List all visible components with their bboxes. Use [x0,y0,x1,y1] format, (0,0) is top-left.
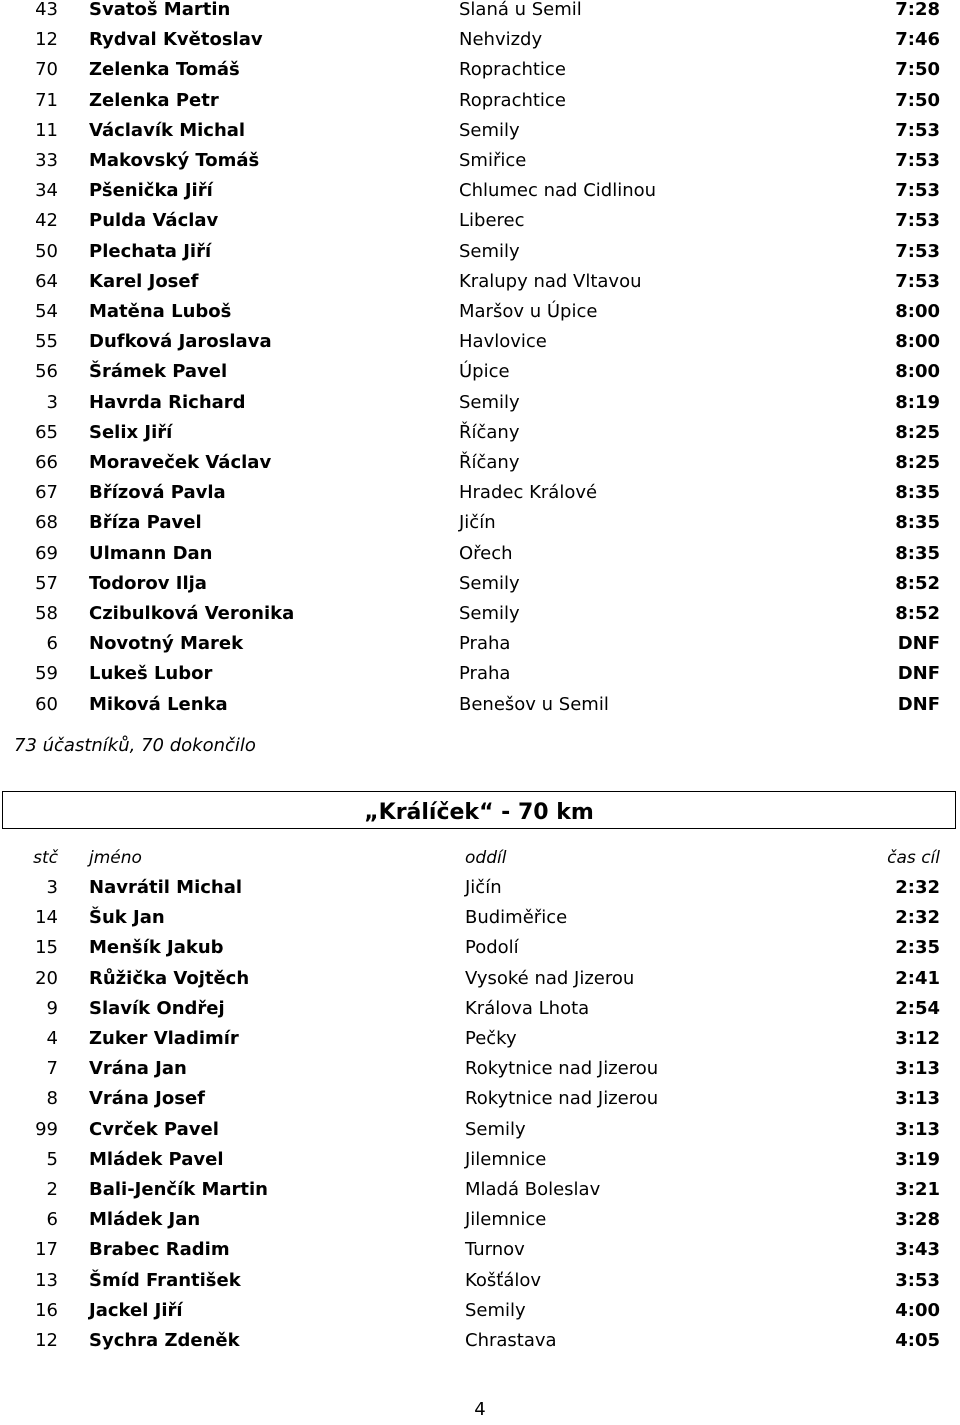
competitor-name: Mládek Pavel [89,1148,224,1170]
club-name: Říčany [459,452,520,473]
club-name: Kralupy nad Vltavou [459,270,642,292]
competitor-name: Novotný Marek [89,633,244,655]
club-name: Smiřice [459,150,527,171]
competitor-name: Jackel Jiří [89,1299,183,1321]
table-row [0,25,960,55]
table-row [0,994,960,1024]
competitor-name: Havrda Richard [89,391,246,413]
club-name: Maršov u Úpice [459,301,598,322]
table-header [0,843,960,873]
header-club: oddíl [465,848,507,868]
header-start-number: stč [33,848,58,868]
competitor-name: Bříza Pavel [89,512,202,534]
table-row [0,55,960,85]
competitor-name: Plechata Jiří [89,240,212,262]
competitor-name: Vrána Josef [89,1088,205,1110]
finish-time: 8:52 [895,572,940,594]
table-row [0,964,960,994]
start-number: 43 [35,0,58,20]
club-name: Jilemnice [465,1209,547,1231]
club-name: Mladá Boleslav [465,1179,601,1200]
start-number: 59 [35,663,58,685]
start-number: 13 [35,1269,58,1291]
start-number: 70 [35,59,58,81]
start-number: 12 [35,1330,58,1351]
table-row [0,659,960,689]
table-row [0,146,960,176]
table-row [0,327,960,357]
start-number: 54 [35,301,58,322]
competitor-name: Ulmann Dan [89,542,213,564]
finish-time: 3:28 [895,1209,940,1231]
competitor-name: Mládek Jan [89,1209,201,1231]
competitor-name: Selix Jiří [89,421,173,443]
start-number: 34 [35,180,58,202]
finish-time: 3:13 [895,1118,940,1140]
club-name: Podolí [465,937,519,959]
table-row [0,1235,960,1265]
table-row [0,1205,960,1235]
competitor-name: Šuk Jan [89,907,165,929]
competitor-name: Cvrček Pavel [89,1118,219,1140]
finish-time: 3:12 [895,1028,940,1049]
competitor-name: Zelenka Tomáš [89,59,240,81]
table-row [0,690,960,720]
start-number: 71 [35,89,58,111]
competitor-name: Václavík Michal [89,119,246,141]
competitor-name: Bali-Jenčík Martin [89,1179,268,1200]
competitor-name: Pšenička Jiří [89,180,213,202]
finish-time: 7:53 [895,180,940,202]
club-name: Turnov [465,1239,525,1261]
table-row [0,116,960,146]
club-name: Roprachtice [459,59,566,81]
finish-time: 8:35 [895,482,940,504]
finish-time: 2:41 [895,967,940,989]
start-number: 55 [35,331,58,353]
competitor-name: Lukeš Lubor [89,663,213,685]
start-number: 60 [35,693,58,715]
finish-time: 3:43 [895,1239,940,1261]
finish-time: 2:54 [895,997,940,1019]
club-name: Rokytnice nad Jizerou [465,1088,659,1110]
table-row [0,388,960,418]
competitor-name: Czibulková Veronika [89,603,295,624]
start-number: 5 [46,1148,58,1170]
table-row [0,297,960,327]
finish-time: DNF [897,693,940,715]
start-number: 56 [35,361,58,383]
competitor-name: Zuker Vladimír [89,1028,239,1049]
competitor-name: Šmíd František [89,1269,241,1291]
start-number: 65 [35,421,58,443]
competitor-name: Todorov Ilja [89,572,207,594]
club-name: Praha [459,633,511,655]
competitor-name: Menšík Jakub [89,937,224,959]
start-number: 16 [35,1299,58,1321]
table-row [0,629,960,659]
table-row [0,1054,960,1084]
club-name: Roprachtice [459,89,566,111]
finish-time: 3:13 [895,1088,940,1110]
competitor-name: Dufková Jaroslava [89,331,272,353]
table-row [0,1266,960,1296]
finish-time: 7:53 [895,270,940,292]
club-name: Semily [459,572,520,594]
participants-summary: 73 účastníků, 70 dokončilo [14,735,256,756]
club-name: Semily [465,1299,526,1321]
table-row [0,873,960,903]
competitor-name: Vrána Jan [89,1058,187,1080]
start-number: 42 [35,210,58,232]
competitor-name: Slavík Ondřej [89,997,225,1019]
start-number: 99 [35,1118,58,1140]
club-name: Říčany [459,421,520,443]
start-number: 8 [46,1088,58,1110]
table-row [0,903,960,933]
competitor-name: Šrámek Pavel [89,361,228,383]
competitor-name: Pulda Václav [89,210,219,232]
finish-time: 8:25 [895,452,940,473]
club-name: Hradec Králové [459,482,598,504]
finish-time: 7:50 [895,89,940,111]
start-number: 14 [35,907,58,929]
table-row [0,508,960,538]
competitor-name: Brabec Radim [89,1239,230,1261]
club-name: Benešov u Semil [459,693,609,715]
competitor-name: Růžička Vojtěch [89,967,250,989]
club-name: Chlumec nad Cidlinou [459,180,657,202]
competitor-name: Zelenka Petr [89,89,219,111]
finish-time: 3:53 [895,1269,940,1291]
competitor-name: Rydval Květoslav [89,29,263,51]
club-name: Slaná u Semil [459,0,582,20]
start-number: 11 [35,119,58,141]
finish-time: 7:53 [895,150,940,171]
table-row [0,1326,960,1356]
start-number: 67 [35,482,58,504]
start-number: 20 [35,967,58,989]
table-row [0,1115,960,1145]
table-row [0,357,960,387]
start-number: 64 [35,270,58,292]
club-name: Pečky [465,1028,517,1049]
competitor-name: Navrátil Michal [89,877,243,898]
competitor-name: Karel Josef [89,270,199,292]
start-number: 2 [46,1179,58,1200]
club-name: Rokytnice nad Jizerou [465,1058,659,1080]
finish-time: 8:19 [895,391,940,413]
start-number: 69 [35,542,58,564]
club-name: Praha [459,663,511,685]
finish-time: 3:13 [895,1058,940,1080]
club-name: Ořech [459,542,513,564]
finish-time: 7:50 [895,59,940,81]
club-name: Králova Lhota [465,997,590,1019]
finish-time: 3:21 [895,1179,940,1200]
competitor-name: Matěna Luboš [89,301,232,322]
finish-time: 8:00 [895,361,940,383]
club-name: Budiměřice [465,907,568,929]
start-number: 3 [46,877,58,898]
finish-time: 7:53 [895,210,940,232]
finish-time: 8:00 [895,331,940,353]
club-name: Chrastava [465,1330,557,1351]
start-number: 15 [35,937,58,959]
start-number: 6 [46,1209,58,1231]
competitor-name: Moraveček Václav [89,452,272,473]
start-number: 6 [46,633,58,655]
competitor-name: Makovský Tomáš [89,150,260,171]
table-row [0,1296,960,1326]
header-name: jméno [89,848,142,868]
finish-time: 8:00 [895,301,940,322]
table-row [0,267,960,297]
club-name: Semily [459,603,520,624]
table-row [0,1145,960,1175]
table-row [0,1024,960,1054]
finish-time: 4:05 [895,1330,940,1351]
finish-time: 7:53 [895,119,940,141]
start-number: 57 [35,572,58,594]
finish-time: 2:32 [895,907,940,929]
start-number: 68 [35,512,58,534]
table-row [0,569,960,599]
competitor-name: Sychra Zdeněk [89,1330,240,1351]
table-row [0,599,960,629]
start-number: 7 [46,1058,58,1080]
start-number: 66 [35,452,58,473]
club-name: Havlovice [459,331,547,353]
club-name: Semily [465,1118,526,1140]
club-name: Košťálov [465,1269,542,1291]
finish-time: DNF [897,663,940,685]
start-number: 17 [35,1239,58,1261]
finish-time: 2:32 [895,877,940,898]
finish-time: 2:35 [895,937,940,959]
start-number: 33 [35,150,58,171]
table-row [0,1084,960,1114]
club-name: Vysoké nad Jizerou [465,967,635,989]
header-finish-time: čas cíl [887,848,940,868]
start-number: 50 [35,240,58,262]
finish-time: 3:19 [895,1148,940,1170]
club-name: Liberec [459,210,525,232]
start-number: 3 [46,391,58,413]
club-name: Semily [459,240,520,262]
table-row [0,1175,960,1205]
table-row [0,206,960,236]
finish-time: 7:28 [895,0,940,20]
table-row [0,448,960,478]
club-name: Semily [459,119,520,141]
table-row [0,237,960,267]
table-row [0,86,960,116]
table-row [0,478,960,508]
competitor-name: Břízová Pavla [89,482,226,504]
start-number: 9 [46,997,58,1019]
start-number: 58 [35,603,58,624]
finish-time: DNF [897,633,940,655]
page-number: 4 [474,1399,486,1420]
finish-time: 7:53 [895,240,940,262]
table-row [0,539,960,569]
section-title: „Králíček“ - 70 km [364,800,594,825]
table-row [0,0,960,25]
club-name: Nehvizdy [459,29,543,51]
start-number: 4 [46,1028,58,1049]
section-banner [2,791,956,829]
finish-time: 7:46 [895,29,940,51]
finish-time: 8:52 [895,603,940,624]
finish-time: 8:25 [895,421,940,443]
table-row [0,418,960,448]
club-name: Semily [459,391,520,413]
club-name: Jičín [465,877,502,898]
table-row [0,176,960,206]
finish-time: 8:35 [895,512,940,534]
start-number: 12 [35,29,58,51]
competitor-name: Miková Lenka [89,693,228,715]
finish-time: 8:35 [895,542,940,564]
competitor-name: Svatoš Martin [89,0,231,20]
club-name: Jilemnice [465,1148,547,1170]
finish-time: 4:00 [895,1299,940,1321]
club-name: Jičín [459,512,496,534]
club-name: Úpice [459,361,510,383]
table-row [0,933,960,963]
